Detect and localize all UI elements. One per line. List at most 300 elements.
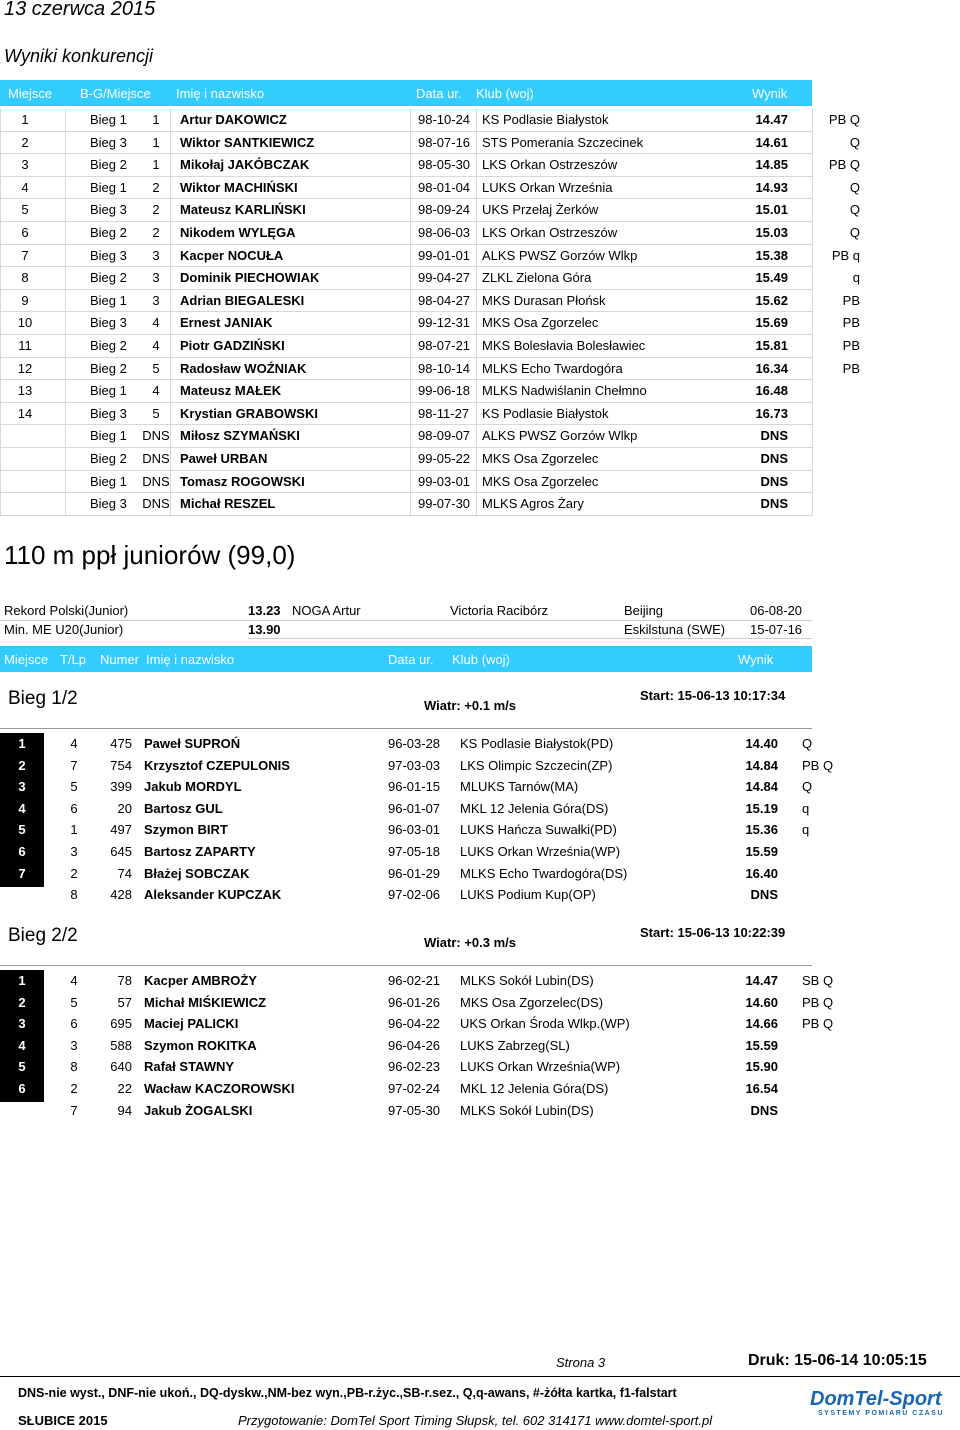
cell-heat-place: 5 [152, 405, 160, 421]
cell-heat: Bieg 3 [90, 496, 127, 512]
record-club: Victoria Racibórz [450, 603, 549, 618]
col-number: Numer [100, 651, 140, 667]
cell-result: 15.01 [755, 202, 788, 218]
column-divider [812, 109, 813, 516]
cell-heat-place: 3 [152, 270, 160, 286]
cell-club: ALKS PWSZ Gorzów Wlkp [482, 247, 638, 263]
table-row [0, 290, 870, 312]
cell-place: 5 [18, 822, 26, 838]
col-club: Klub (woj) [476, 85, 534, 101]
cell-club: MKL 12 Jelenia Góra(DS) [460, 800, 609, 816]
cell-club: KS Podlasie Białystok [482, 112, 609, 127]
cell-result: 15.03 [755, 225, 788, 240]
cell-note: PB Q [802, 757, 834, 773]
cell-note: q [852, 270, 860, 286]
table-row [0, 267, 870, 289]
cell-lane: 4 [70, 736, 78, 751]
cell-result: DNS [760, 428, 788, 444]
cell-name: Aleksander KUPCZAK [144, 887, 282, 903]
record-holder: NOGA Artur [292, 603, 361, 618]
cell-lane: 6 [70, 1016, 78, 1032]
heat-1-start: Start: 15-06-13 10:17:34 [640, 688, 786, 703]
cell-club: ALKS PWSZ Gorzów Wlkp [482, 428, 638, 444]
date-heading: 13 czerwca 2015 [4, 0, 156, 20]
cell-lane: 7 [70, 1102, 78, 1118]
cell-birth: 97-02-24 [388, 1081, 441, 1096]
cell-note: PB [842, 315, 860, 331]
table-row [0, 177, 870, 199]
table-row [0, 199, 870, 221]
table-row [0, 109, 870, 131]
legend: DNS-nie wyst., DNF-nie ukoń., DQ-dyskw.,NM-bez wyn.,PB-r.życ.,SB-r.sez., Q,q-awans, #-żółta kartka, f1-falstart [18, 1386, 677, 1400]
cell-place: 3 [18, 1016, 26, 1032]
cell-result: DNS [760, 473, 788, 489]
results-table-header [0, 80, 812, 106]
cell-heat: Bieg 1 [90, 428, 127, 444]
cell-place: 14 [17, 405, 33, 421]
cell-place: 3 [21, 157, 29, 173]
cell-club: MKS Osa Zgorzelec [482, 315, 599, 331]
col-result: Wynik [738, 651, 774, 667]
cell-name: Miłosz SZYMAŃSKI [180, 428, 300, 444]
cell-birth: 98-06-03 [418, 225, 471, 240]
event-title: 110 m ppł juniorów (99,0) [4, 540, 296, 570]
cell-birth: 98-07-21 [418, 338, 471, 353]
cell-lane: 8 [70, 1059, 78, 1075]
cell-club: LKS Orkan Ostrzeszów [482, 157, 618, 173]
cell-heat: Bieg 1 [90, 179, 127, 195]
cell-number: 399 [110, 779, 132, 795]
cell-name: Kacper AMBROŻY [144, 973, 257, 988]
col-birth: Data ur. [416, 85, 462, 101]
cell-number: 78 [117, 973, 132, 988]
cell-birth: 96-03-28 [388, 736, 441, 751]
cell-club: LUKS Orkan Września(WP) [460, 1059, 621, 1075]
cell-birth: 98-05-30 [418, 157, 471, 173]
cell-place: 7 [18, 865, 26, 881]
cell-birth: 96-01-07 [388, 800, 441, 816]
cell-birth: 99-04-27 [418, 270, 471, 286]
col-miejsce: Miejsce [4, 651, 49, 667]
cell-note: PB Q [802, 994, 834, 1010]
heat-2-start: Start: 15-06-13 10:22:39 [640, 925, 786, 940]
col-result: Wynik [752, 85, 788, 101]
cell-place: 4 [21, 179, 29, 195]
cell-name: Szymon ROKITKA [144, 1037, 257, 1053]
row-divider [0, 515, 812, 516]
column-divider [0, 109, 1, 516]
cell-number: 588 [110, 1037, 132, 1053]
cell-note: SB Q [802, 973, 834, 988]
cell-name: Błażej SOBCZAK [144, 865, 250, 881]
cell-heat: Bieg 3 [90, 247, 127, 263]
cell-name: Ernest JANIAK [180, 315, 273, 331]
cell-birth: 97-05-30 [388, 1102, 441, 1118]
cell-lane: 1 [70, 822, 78, 838]
cell-result: 14.40 [745, 736, 778, 751]
cell-note: Q [802, 736, 813, 751]
event-table-header [0, 646, 812, 672]
cell-name: Mateusz MAŁEK [180, 383, 282, 399]
cell-result: 16.34 [755, 360, 788, 376]
cell-club: LUKS Podium Kup(OP) [460, 887, 596, 903]
domtel-logo [804, 1388, 950, 1418]
cell-result: 15.69 [755, 315, 788, 331]
record-value: 13.90 [248, 622, 281, 637]
table-row [0, 493, 870, 515]
cell-note: PB q [831, 247, 860, 263]
cell-club: ZLKL Zielona Góra [482, 270, 592, 286]
cell-result: 16.40 [745, 865, 778, 881]
cell-lane: 6 [70, 800, 78, 816]
cell-result: 14.47 [755, 112, 788, 127]
record-label: Min. ME U20(Junior) [4, 622, 124, 637]
column-divider [170, 109, 171, 516]
cell-birth: 96-03-01 [388, 822, 441, 838]
cell-name: Artur DAKOWICZ [180, 112, 287, 127]
heat-1-title: Bieg 1/2 [8, 688, 78, 709]
cell-result: 14.85 [755, 157, 788, 173]
cell-number: 22 [117, 1081, 132, 1096]
cell-birth: 99-01-01 [418, 247, 471, 263]
cell-club: UKS Przełaj Żerków [482, 202, 599, 218]
cell-number: 497 [110, 822, 132, 838]
cell-place: 10 [17, 315, 33, 331]
table-row [0, 755, 870, 777]
cell-result: 14.84 [745, 757, 778, 773]
cell-name: Krzysztof CZEPULONIS [144, 757, 290, 773]
cell-result: 15.62 [755, 292, 788, 308]
cell-heat: Bieg 3 [90, 405, 127, 421]
cell-club: LKS Olimpic Szczecin(ZP) [460, 757, 613, 773]
cell-name: Bartosz GUL [144, 800, 223, 816]
cell-birth: 98-10-24 [418, 112, 471, 127]
cell-number: 640 [110, 1059, 132, 1075]
cell-birth: 98-11-27 [418, 405, 470, 421]
cell-place: 1 [18, 736, 26, 751]
cell-number: 428 [110, 887, 132, 903]
cell-result: 14.60 [745, 994, 778, 1010]
cell-name: Wacław KACZOROWSKI [144, 1081, 295, 1096]
cell-birth: 96-01-29 [388, 865, 441, 881]
heat-2-wind: Wiatr: +0.3 m/s [424, 935, 517, 950]
cell-club: MKL 12 Jelenia Góra(DS) [460, 1081, 609, 1096]
cell-club: MKS Durasan Płońsk [482, 292, 606, 308]
cell-birth: 96-01-15 [388, 779, 441, 795]
cell-heat-place: DNS [142, 428, 170, 444]
cell-result: 15.90 [745, 1059, 778, 1075]
cell-place: 6 [21, 225, 29, 240]
table-row [0, 819, 870, 841]
table-row [0, 335, 870, 357]
table-row [0, 154, 870, 176]
cell-lane: 2 [70, 1081, 78, 1096]
cell-place: 4 [18, 800, 26, 816]
heat-2-title: Bieg 2/2 [8, 925, 78, 946]
table-row [0, 132, 870, 154]
cell-club: LKS Orkan Ostrzeszów [482, 225, 618, 240]
cell-result: 14.66 [745, 1016, 778, 1032]
cell-result: DNS [750, 1102, 778, 1118]
cell-heat-place: 1 [152, 134, 160, 150]
table-row [0, 222, 870, 244]
cell-name: Kacper NOCUŁA [180, 247, 284, 263]
cell-place: 9 [21, 292, 29, 308]
cell-club: MKS Osa Zgorzelec [482, 451, 599, 466]
cell-note: q [802, 800, 810, 816]
cell-place: 5 [18, 1059, 26, 1075]
cell-result: DNS [750, 887, 778, 903]
col-name: Imię i nazwisko [176, 85, 265, 101]
cell-club: LUKS Hańcza Suwałki(PD) [460, 822, 617, 838]
cell-heat-place: 3 [152, 292, 160, 308]
cell-name: Radosław WOŹNIAK [180, 360, 307, 376]
col-club: Klub (woj) [452, 651, 510, 667]
cell-number: 74 [117, 865, 132, 881]
logo-subtext: SYSTEMY POMIARU CZASU [818, 1410, 944, 1417]
cell-birth: 96-04-22 [388, 1016, 441, 1032]
cell-note: PB [842, 360, 860, 376]
cell-place: 11 [18, 338, 32, 353]
cell-birth: 98-01-04 [418, 179, 471, 195]
cell-club: MKS Osa Zgorzelec [482, 473, 599, 489]
cell-result: 14.61 [755, 134, 788, 150]
cell-heat-place: 2 [152, 202, 160, 218]
cell-birth: 98-09-24 [418, 202, 471, 218]
cell-number: 645 [110, 844, 132, 859]
table-row [0, 1035, 870, 1057]
cell-result: 15.81 [755, 338, 788, 353]
cell-club: UKS Orkan Środa Wlkp.(WP) [460, 1016, 630, 1032]
cell-heat-place: 1 [152, 157, 160, 173]
cell-heat: Bieg 2 [90, 225, 127, 240]
cell-place: 2 [18, 757, 26, 773]
heat-1-wind: Wiatr: +0.1 m/s [424, 698, 517, 713]
cell-result: DNS [760, 496, 788, 512]
cell-club: MLKS Sokół Lubin(DS) [460, 973, 594, 988]
cell-place: 12 [17, 360, 33, 376]
cell-birth: 97-03-03 [388, 757, 441, 773]
record-label: Rekord Polski(Junior) [4, 603, 129, 618]
cell-club: MLKS Sokół Lubin(DS) [460, 1102, 594, 1118]
cell-birth: 96-01-26 [388, 994, 441, 1010]
cell-birth: 99-05-22 [418, 451, 471, 466]
table-row [0, 884, 870, 906]
cell-place: 2 [18, 994, 26, 1010]
page-number: Strona 3 [556, 1355, 606, 1370]
cell-note: Q [802, 779, 813, 795]
cell-note: PB Q [802, 1016, 834, 1032]
cell-result: DNS [760, 451, 788, 466]
cell-heat-place: DNS [142, 473, 170, 489]
cell-number: 475 [110, 736, 132, 751]
table-row [0, 841, 870, 863]
cell-heat: Bieg 3 [90, 315, 127, 331]
cell-lane: 3 [70, 844, 78, 859]
cell-club: MKS Bolesłavia Bolesławiec [482, 338, 646, 353]
cell-name: Mateusz KARLIŃSKI [180, 202, 306, 218]
cell-birth: 99-06-18 [418, 383, 471, 399]
table-row [0, 1100, 870, 1122]
cell-heat-place: 3 [152, 247, 160, 263]
column-divider [65, 109, 66, 516]
table-row [0, 425, 870, 447]
column-divider [410, 109, 411, 516]
table-row [0, 1078, 870, 1100]
cell-result: 14.84 [745, 779, 778, 795]
cell-lane: 3 [70, 1037, 78, 1053]
cell-place: 6 [18, 844, 26, 859]
cell-note: PB [842, 292, 860, 308]
cell-birth: 96-04-26 [388, 1037, 441, 1053]
cell-name: Tomasz ROGOWSKI [180, 473, 305, 489]
cell-heat: Bieg 2 [90, 157, 127, 173]
cell-name: Paweł URBAN [180, 451, 268, 466]
table-row [0, 776, 870, 798]
table-row [0, 380, 870, 402]
cell-heat: Bieg 2 [90, 338, 127, 353]
column-divider [476, 109, 477, 516]
cell-name: Krystian GRABOWSKI [180, 405, 318, 421]
cell-result: 16.48 [755, 383, 788, 399]
cell-name: Michał RESZEL [180, 496, 276, 512]
table-row [0, 448, 870, 470]
cell-birth: 98-10-14 [418, 360, 471, 376]
cell-result: 14.93 [755, 179, 788, 195]
cell-lane: 5 [70, 779, 78, 795]
cell-birth: 98-09-07 [418, 428, 471, 444]
cell-heat: Bieg 3 [90, 202, 127, 218]
cell-name: Adrian BIEGALESKI [180, 292, 305, 308]
col-tlp: T/Lp [60, 651, 87, 667]
cell-club: MKS Osa Zgorzelec(DS) [460, 994, 604, 1010]
print-date: Druk: 15-06-14 10:05:15 [748, 1352, 927, 1369]
cell-note: Q [849, 202, 860, 218]
cell-heat: Bieg 2 [90, 270, 127, 286]
cell-note: q [802, 822, 810, 838]
record-place: Eskilstuna (SWE) [624, 622, 726, 637]
cell-lane: 7 [70, 757, 78, 773]
col-name: Imię i nazwisko [146, 651, 235, 667]
cell-heat-place: DNS [142, 496, 170, 512]
table-row [0, 970, 870, 992]
cell-number: 754 [110, 757, 132, 773]
cell-heat-place: 4 [152, 315, 160, 331]
cell-result: 16.73 [755, 405, 788, 421]
cell-birth: 99-12-31 [418, 315, 471, 331]
cell-note: Q [849, 134, 860, 150]
cell-club: KS Podlasie Białystok(PD) [460, 736, 614, 751]
table-row [0, 403, 870, 425]
cell-heat: Bieg 3 [90, 134, 127, 150]
cell-lane: 8 [70, 887, 78, 903]
cell-birth: 96-02-23 [388, 1059, 441, 1075]
cell-club: LUKS Zabrzeg(SL) [460, 1037, 570, 1053]
table-row [0, 1013, 870, 1035]
cell-place: 3 [18, 779, 26, 795]
cell-name: Wiktor SANTKIEWICZ [180, 134, 315, 150]
cell-number: 94 [117, 1102, 132, 1118]
record-date: 06-08-20 [750, 603, 803, 618]
cell-note: Q [849, 179, 860, 195]
cell-birth: 97-05-18 [388, 844, 441, 859]
cell-heat: Bieg 1 [90, 383, 127, 399]
table-row [0, 245, 870, 267]
cell-heat-place: 4 [152, 338, 160, 353]
cell-name: Mikołaj JAKÓBCZAK [180, 157, 310, 173]
table-row [0, 733, 870, 755]
cell-club: MLKS Nadwiślanin Chełmno [482, 383, 647, 399]
table-row [0, 358, 870, 380]
cell-note: PB [842, 338, 860, 353]
cell-result: 15.38 [755, 247, 788, 263]
cell-result: 16.54 [745, 1081, 778, 1096]
table-row [0, 1056, 870, 1078]
cell-heat-place: 2 [152, 179, 160, 195]
cell-heat-place: 5 [152, 360, 160, 376]
table-row [0, 863, 870, 885]
cell-place: 5 [21, 202, 29, 218]
cell-result: 15.49 [755, 270, 788, 286]
cell-note: Q [849, 225, 860, 240]
cell-heat: Bieg 1 [90, 292, 127, 308]
cell-lane: 2 [70, 865, 78, 881]
table-row [0, 992, 870, 1014]
table-row [0, 312, 870, 334]
cell-result: 15.59 [745, 1037, 778, 1053]
cell-number: 20 [117, 800, 132, 816]
cell-heat: Bieg 2 [90, 451, 127, 466]
cell-club: MLUKS Tarnów(MA) [460, 779, 579, 795]
cell-club: STS Pomerania Szczecinek [482, 134, 644, 150]
cell-note: PB Q [828, 112, 860, 127]
cell-name: Maciej PALICKI [144, 1016, 239, 1032]
cell-result: 14.47 [745, 973, 778, 988]
cell-number: 57 [117, 994, 132, 1010]
cell-club: MLKS Echo Twardogóra(DS) [460, 865, 628, 881]
logo-text: DomTel-Sport [810, 1388, 942, 1410]
cell-note: PB Q [828, 157, 860, 173]
cell-birth: 98-04-27 [418, 292, 471, 308]
cell-lane: 4 [70, 973, 78, 988]
cell-birth: 97-02-06 [388, 887, 441, 903]
cell-lane: 5 [70, 994, 78, 1010]
prepared-by: Przygotowanie: DomTel Sport Timing Słupsk, tel. 602 314171 www.domtel-sport.pl [238, 1413, 713, 1428]
cell-place: 2 [21, 134, 29, 150]
cell-result: 15.59 [745, 844, 778, 859]
cell-name: Nikodem WYLĘGA [180, 225, 296, 240]
cell-place: 13 [17, 383, 33, 399]
cell-heat: Bieg 1 [90, 112, 127, 127]
cell-heat-place: 2 [152, 225, 160, 240]
cell-name: Wiktor MACHIŃSKI [180, 179, 298, 195]
section-title: Wyniki konkurencji [4, 46, 154, 66]
table-row [0, 471, 870, 493]
cell-birth: 96-02-21 [388, 973, 441, 988]
cell-club: MLKS Echo Twardogóra [482, 360, 623, 376]
cell-place: 6 [18, 1081, 26, 1096]
cell-name: Michał MIŚKIEWICZ [144, 994, 267, 1010]
cell-heat-place: 1 [152, 112, 160, 127]
cell-number: 695 [110, 1016, 132, 1032]
cell-name: Paweł SUPROŃ [144, 736, 241, 751]
cell-heat-place: 4 [152, 383, 160, 399]
cell-name: Rafał STAWNY [144, 1059, 235, 1075]
col-birth: Data ur. [388, 651, 434, 667]
cell-club: MLKS Agros Żary [482, 496, 584, 512]
cell-name: Jakub ŻOGALSKI [144, 1102, 253, 1118]
cell-club: KS Podlasie Białystok [482, 405, 609, 421]
